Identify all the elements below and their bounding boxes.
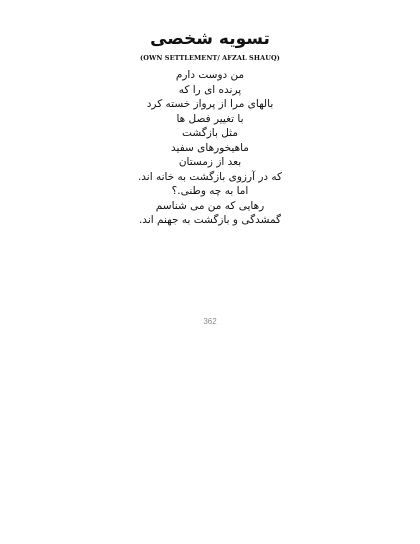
poem-line: بالهای مرا از پرواز خسته کرد	[146, 98, 274, 110]
poem-line: با تغییر فصل ها	[176, 112, 244, 125]
poem-line: ماهیخورهای سفید	[171, 141, 249, 154]
poem-line: بعد از زمستان	[178, 156, 242, 168]
poem-line: پرنده ای را که	[178, 83, 242, 96]
poem-line: مثل بازگشت	[182, 127, 238, 139]
page-number: 362	[203, 317, 217, 326]
poem-subtitle: (OWN SETTLEMENT/ AFZAL SHAUQ)	[140, 54, 280, 62]
poem-line: اما به چه وطنی.؟	[171, 185, 249, 197]
poem-title: تسویه شخصی	[150, 29, 270, 49]
poem-line: رهایی که من می شناسم	[155, 199, 265, 212]
poem-line: که در آرزوی بازگشت به خانه اند.	[137, 170, 283, 183]
poem-line: من دوست دارم	[175, 69, 245, 81]
poem-line: گمشدگی و بازگشت به جهنم اند.	[138, 214, 282, 226]
poem-body	[0, 68, 420, 228]
